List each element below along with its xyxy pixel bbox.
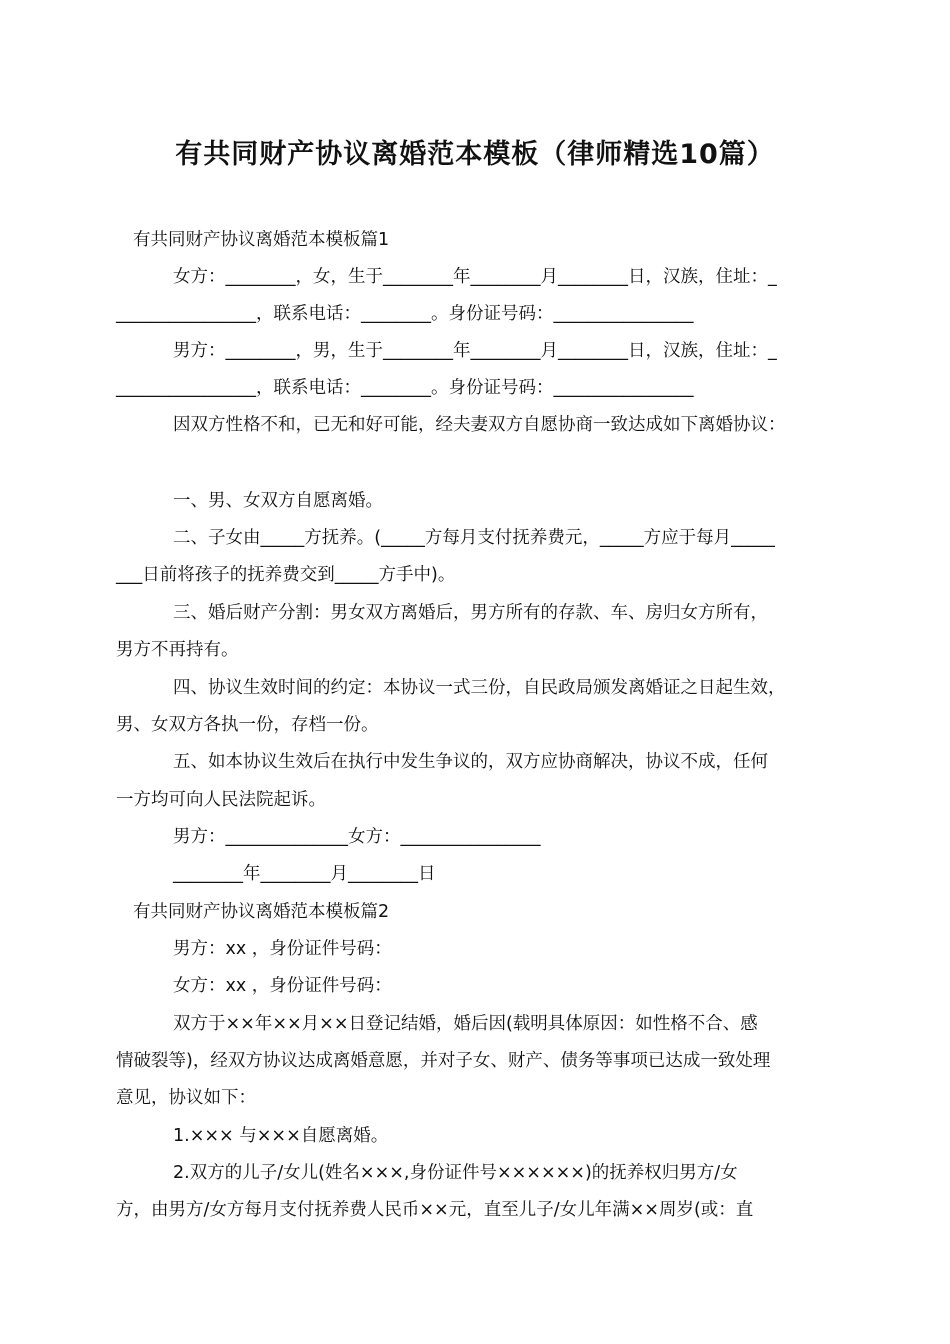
clause-3: 三、婚后财产分割：男女双方离婚后，男方所有的存款、车、房归女方所有，: [173, 603, 768, 623]
signature-line: 男方：______________女方：________________: [173, 827, 541, 847]
clause-2-cont: ___日前将孩子的抚养费交到_____方手中)。: [116, 565, 456, 585]
item-2-cont: 方，由男方/女方每月支付抚养费人民币××元，直至儿子/女儿年满××周岁(或：直: [116, 1200, 754, 1220]
clause-5-cont: 一方均可向人民法院起诉。: [116, 790, 326, 810]
clause-3-cont: 男方不再持有。: [116, 640, 239, 660]
clause-5: 五、如本协议生效后在执行中发生争议的，双方应协商解决，协议不成，任何: [173, 752, 768, 772]
wife-info-line-cont: ________________，联系电话：________。身份证号码：________________: [116, 304, 694, 324]
date-line: ________年________月________日: [173, 864, 436, 884]
marriage-paragraph-cont: 情破裂等)，经双方协议达成离婚意愿，并对子女、财产、债务等事项已达成一致处理: [116, 1051, 771, 1071]
item-1: 1.××× 与×××自愿离婚。: [173, 1126, 389, 1146]
clause-1: 一、男、女双方自愿离婚。: [173, 491, 383, 511]
husband-info-line: 男方：________，男，生于________年________月________日，汉族，住址：_: [173, 341, 777, 361]
document-title: 有共同财产协议离婚范本模板（律师精选10篇）: [175, 139, 775, 170]
wife-info-line: 女方：________，女，生于________年________月________日，汉族，住址：_: [173, 267, 777, 287]
clause-4: 四、协议生效时间的约定：本协议一式三份，自民政局颁发离婚证之日起生效，: [173, 678, 786, 698]
section-heading-1: 有共同财产协议离婚范本模板篇1: [133, 230, 390, 250]
wife-id-line: 女方：xx ，身份证件号码：: [173, 976, 392, 996]
section-heading-2: 有共同财产协议离婚范本模板篇2: [133, 902, 390, 922]
husband-id-line: 男方：xx ，身份证件号码：: [173, 939, 392, 959]
marriage-paragraph: 双方于××年××月××日登记结婚，婚后因(载明具体原因：如性格不合、感: [173, 1014, 758, 1034]
marriage-paragraph-end: 意见，协议如下：: [116, 1088, 256, 1108]
preamble-paragraph: 因双方性格不和，已无和好可能，经夫妻双方自愿协商一致达成如下离婚协议：: [173, 415, 786, 435]
clause-2: 二、子女由_____方抚养。(_____方每月支付抚养费元，_____方应于每月_____: [173, 528, 775, 548]
item-2: 2.双方的儿子/女儿(姓名×××,身份证件号××××××)的抚养权归男方/女: [173, 1163, 738, 1183]
husband-info-line-cont: ________________，联系电话：________。身份证号码：________________: [116, 378, 694, 398]
clause-4-cont: 男、女双方各执一份，存档一份。: [116, 715, 379, 735]
